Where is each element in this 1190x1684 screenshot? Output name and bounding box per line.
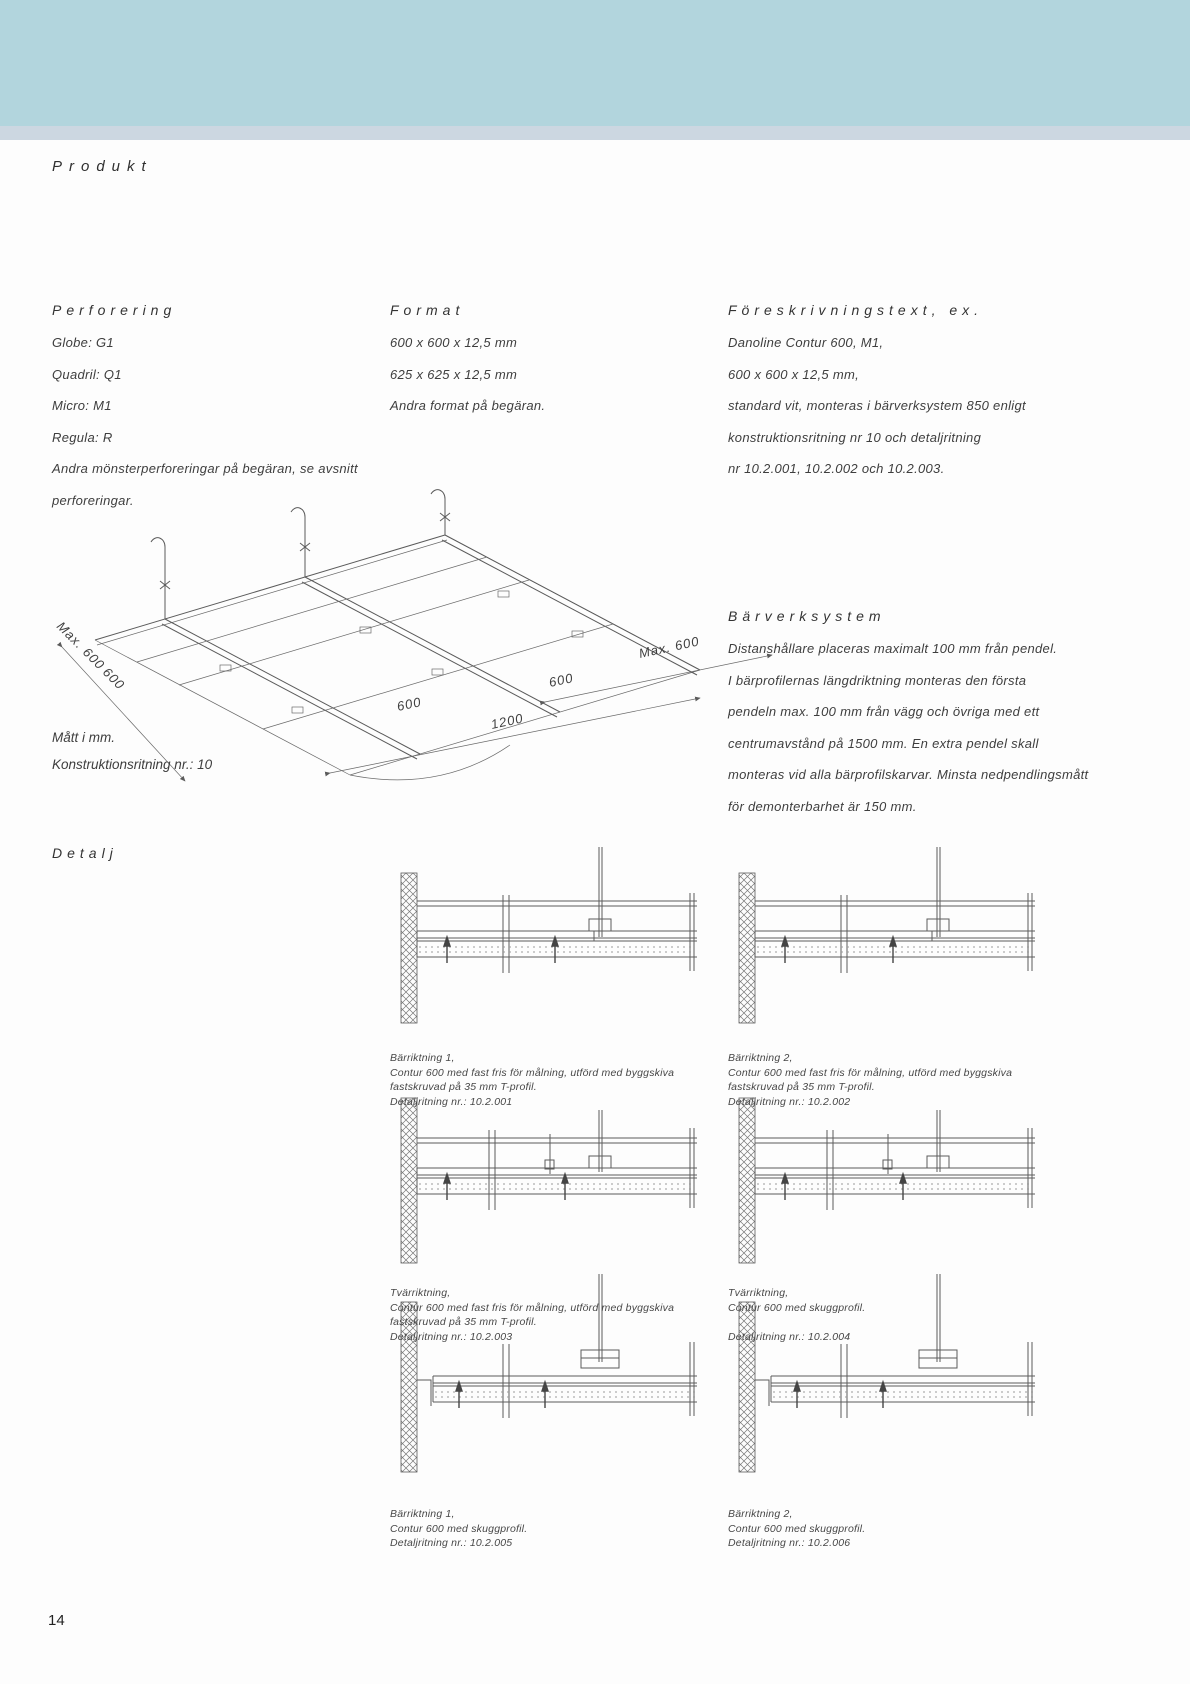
caption-line: Contur 600 med skuggprofil. [390,1522,528,1535]
caption-10-2-004 [728,1286,1058,1344]
dim-right-600: 600 [547,670,575,690]
perforering-heading: Perforering [52,302,177,318]
barverksystem-heading: Bärverksystem [728,608,886,624]
barverksystem-line: monteras vid alla bärprofilskarvar. Minsta nedpendlingsmått [728,767,1089,782]
caption-line: Tvärriktning, [390,1287,451,1299]
note-units: Mått i mm. [52,730,115,745]
section-format [390,302,710,422]
barverksystem-line: I bärprofilernas längdriktning monteras den första [728,672,1027,688]
caption-line: Detaljritning nr.: 10.2.006 [728,1537,851,1549]
perforering-line: Quadril: Q1 [52,366,122,382]
caption-line: Contur 600 med fast fris för målning, utförd med byggskiva [390,1301,675,1314]
barverksystem-line: för demonterbarhet är 150 mm. [728,798,917,814]
caption-line: Contur 600 med skuggprofil. [728,1301,866,1314]
section-barverksystem [728,608,1168,822]
caption-line: Contur 600 med skuggprofil. [728,1522,866,1535]
perforering-line: Globe: G1 [52,335,114,350]
caption-line: Detaljritning nr.: 10.2.002 [728,1095,851,1108]
caption-line: Contur 600 med fast fris för målning, utförd med byggskiva [728,1066,1013,1079]
dim-left-600: 600 [99,664,128,693]
page-title: Produkt [52,158,153,175]
dim-bottom-1200: 1200 [489,710,525,732]
dim-right-max600: Max. 600 [637,633,701,661]
caption-10-2-003 [390,1286,720,1344]
format-heading: Format [390,302,465,318]
dim-bottom-600: 600 [395,694,423,714]
caption-line: Detaljritning nr.: 10.2.004 [728,1330,851,1343]
detail-drawing-10-2-002 [723,845,1043,1045]
caption-line: Detaljritning nr.: 10.2.001 [390,1095,513,1108]
foreskrivning-line: nr 10.2.001, 10.2.002 och 10.2.003. [728,461,945,476]
detalj-heading: Detalj [52,845,118,861]
caption-line: fastskruvad på 35 mm T-profil. [390,1081,537,1093]
perforering-line: Micro: M1 [52,398,112,413]
caption-line: Bärriktning 1, [390,1052,455,1064]
note-ref: Konstruktionsritning nr.: 10 [52,757,213,772]
format-line: 600 x 600 x 12,5 mm [390,335,518,350]
caption-line: Bärriktning 2, [728,1508,793,1520]
page-number: 14 [48,1612,65,1629]
caption-line [728,1315,1058,1330]
perforering-line: Regula: R [52,429,113,445]
caption-10-2-006 [728,1507,1058,1551]
detail-drawing-10-2-001 [385,845,705,1045]
caption-line: Bärriktning 1, [390,1508,455,1520]
format-line: 625 x 625 x 12,5 mm [390,366,518,382]
perforering-line: perforeringar. [52,492,134,508]
barverksystem-line: pendeln max. 100 mm från vägg och övriga med ett [728,704,1040,719]
foreskrivning-line: 600 x 600 x 12,5 mm, [728,366,860,382]
foreskrivning-heading: Föreskrivningstext, ex. [728,302,984,318]
foreskrivning-line: standard vit, monteras i bärverksystem 850 enligt [728,398,1026,413]
caption-line: Bärriktning 2, [728,1052,793,1064]
barverksystem-line: centrumavstånd på 1500 mm. En extra pendel skall [728,735,1039,751]
header-color-band-edge [0,126,1190,140]
caption-line: Detaljritning nr.: 10.2.003 [390,1330,513,1343]
foreskrivning-line: konstruktionsritning nr 10 och detaljritning [728,429,982,445]
caption-10-2-001 [390,1051,720,1109]
caption-line: Tvärriktning, [728,1287,789,1299]
caption-line: Contur 600 med fast fris för målning, utförd med byggskiva [390,1066,675,1079]
caption-line: fastskruvad på 35 mm T-profil. [728,1081,875,1093]
format-line: Andra format på begäran. [390,398,546,413]
drawing-notes [52,724,212,778]
barverksystem-line: Distanshållare placeras maximalt 100 mm från pendel. [728,641,1058,656]
caption-10-2-005 [390,1507,720,1551]
header-color-band [0,0,1190,126]
caption-line: Detaljritning nr.: 10.2.005 [390,1537,513,1549]
dim-left-max600: Max. 600 [53,618,108,673]
perforering-line: Andra mönsterperforeringar på begäran, se avsnitt [52,461,358,476]
caption-line: fastskruvad på 35 mm T-profil. [390,1316,537,1328]
foreskrivning-line: Danoline Contur 600, M1, [728,335,884,350]
caption-10-2-002 [728,1051,1058,1109]
